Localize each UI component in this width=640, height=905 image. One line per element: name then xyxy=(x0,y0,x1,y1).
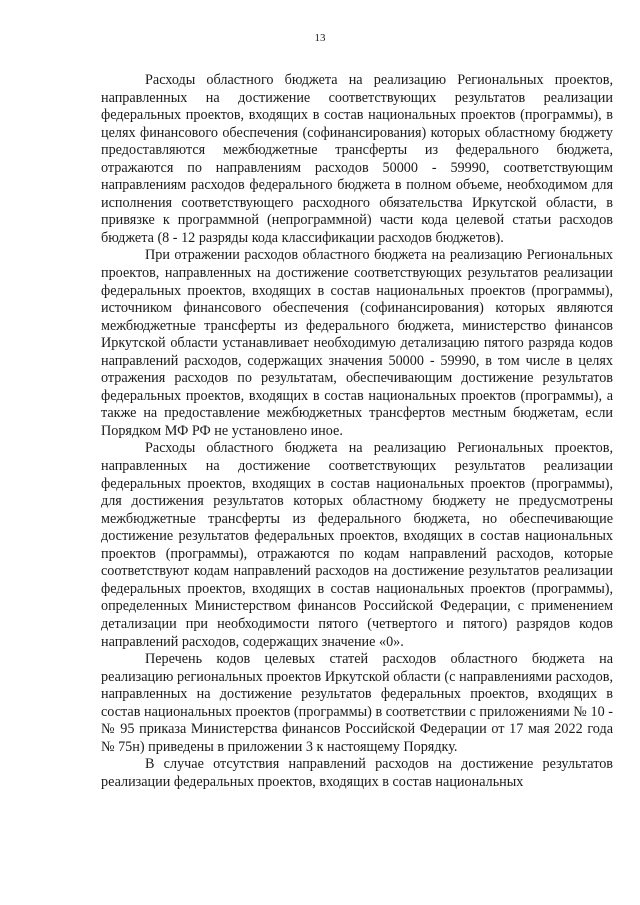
paragraph-1: Расходы областного бюджета на реализацию Региональных проектов, направленных на достижение соответствующих результатов реализации федеральных проектов, входящих в состав национальных проектов (программы), в целях финансового обеспечения (софинансирования) которых областному бюджету предоставляются межбюджетные трансферты из федерального бюджета, отражаются по направлениям расходов 50000 - 59990, соответствующим направлениям расходов федерального бюджета в полном объеме, необходимом для исполнения соответствующего расходного обязательства Иркутской области, в привязке к программной (непрограммной) части кода целевой статьи расходов бюджета (8 - 12 разряды кода классификации расходов бюджетов). xyxy=(101,72,613,246)
paragraph-4: Перечень кодов целевых статей расходов областного бюджета на реализацию региональных проектов Иркутской области (с направлениями расходов, направленных на достижение результатов федеральных проектов, входящих в состав национальных проектов (программы) в соответствии с приложениями № 10 - № 95 приказа Министерства финансов Российской Федерации от 17 мая 2022 года № 75н) приведены в приложении 3 к настоящему Порядку. xyxy=(101,651,613,755)
document-body xyxy=(101,72,613,791)
page-number: 13 xyxy=(314,32,326,44)
paragraph-3: Расходы областного бюджета на реализацию Региональных проектов, направленных на достижение соответствующих результатов реализации федеральных проектов, входящих в состав национальных проектов (программы), для достижения результатов которых областному бюджету не предусмотрены межбюджетные трансферты из федерального бюджета, но обеспечивающие достижение результатов федеральных проектов, входящих в состав национальных проектов (программы), отражаются по кодам направлений расходов, которые соответствуют кодам направлений расходов на достижение результатов реализации федеральных проектов, входящих в состав национальных проектов (программы), определенных Министерством финансов Российской Федерации, с применением детализации при необходимости пятого (четвертого и пятого) разрядов кодов направлений расходов, содержащих значение «0». xyxy=(101,440,613,650)
paragraph-2: При отражении расходов областного бюджета на реализацию Региональных проектов, направленных на достижение соответствующих результатов реализации федеральных проектов, входящих в состав национальных проектов (программы), источником финансового обеспечения (софинансирования) которых являются межбюджетные трансферты из федерального бюджета, министерство финансов Иркутской области устанавливает необходимую детализацию пятого разряда кодов направлений расходов, содержащих значения 50000 - 59990, в том числе в целях отражения расходов по результатам, обеспечивающим достижение результатов федеральных проектов, входящих в состав национальных проектов (программы), а также на предоставление межбюджетных трансфертов местным бюджетам, если Порядком МФ РФ не установлено иное. xyxy=(101,247,613,439)
paragraph-5: В случае отсутствия направлений расходов на достижение результатов реализации федеральных проектов, входящих в состав национальных xyxy=(101,756,613,790)
